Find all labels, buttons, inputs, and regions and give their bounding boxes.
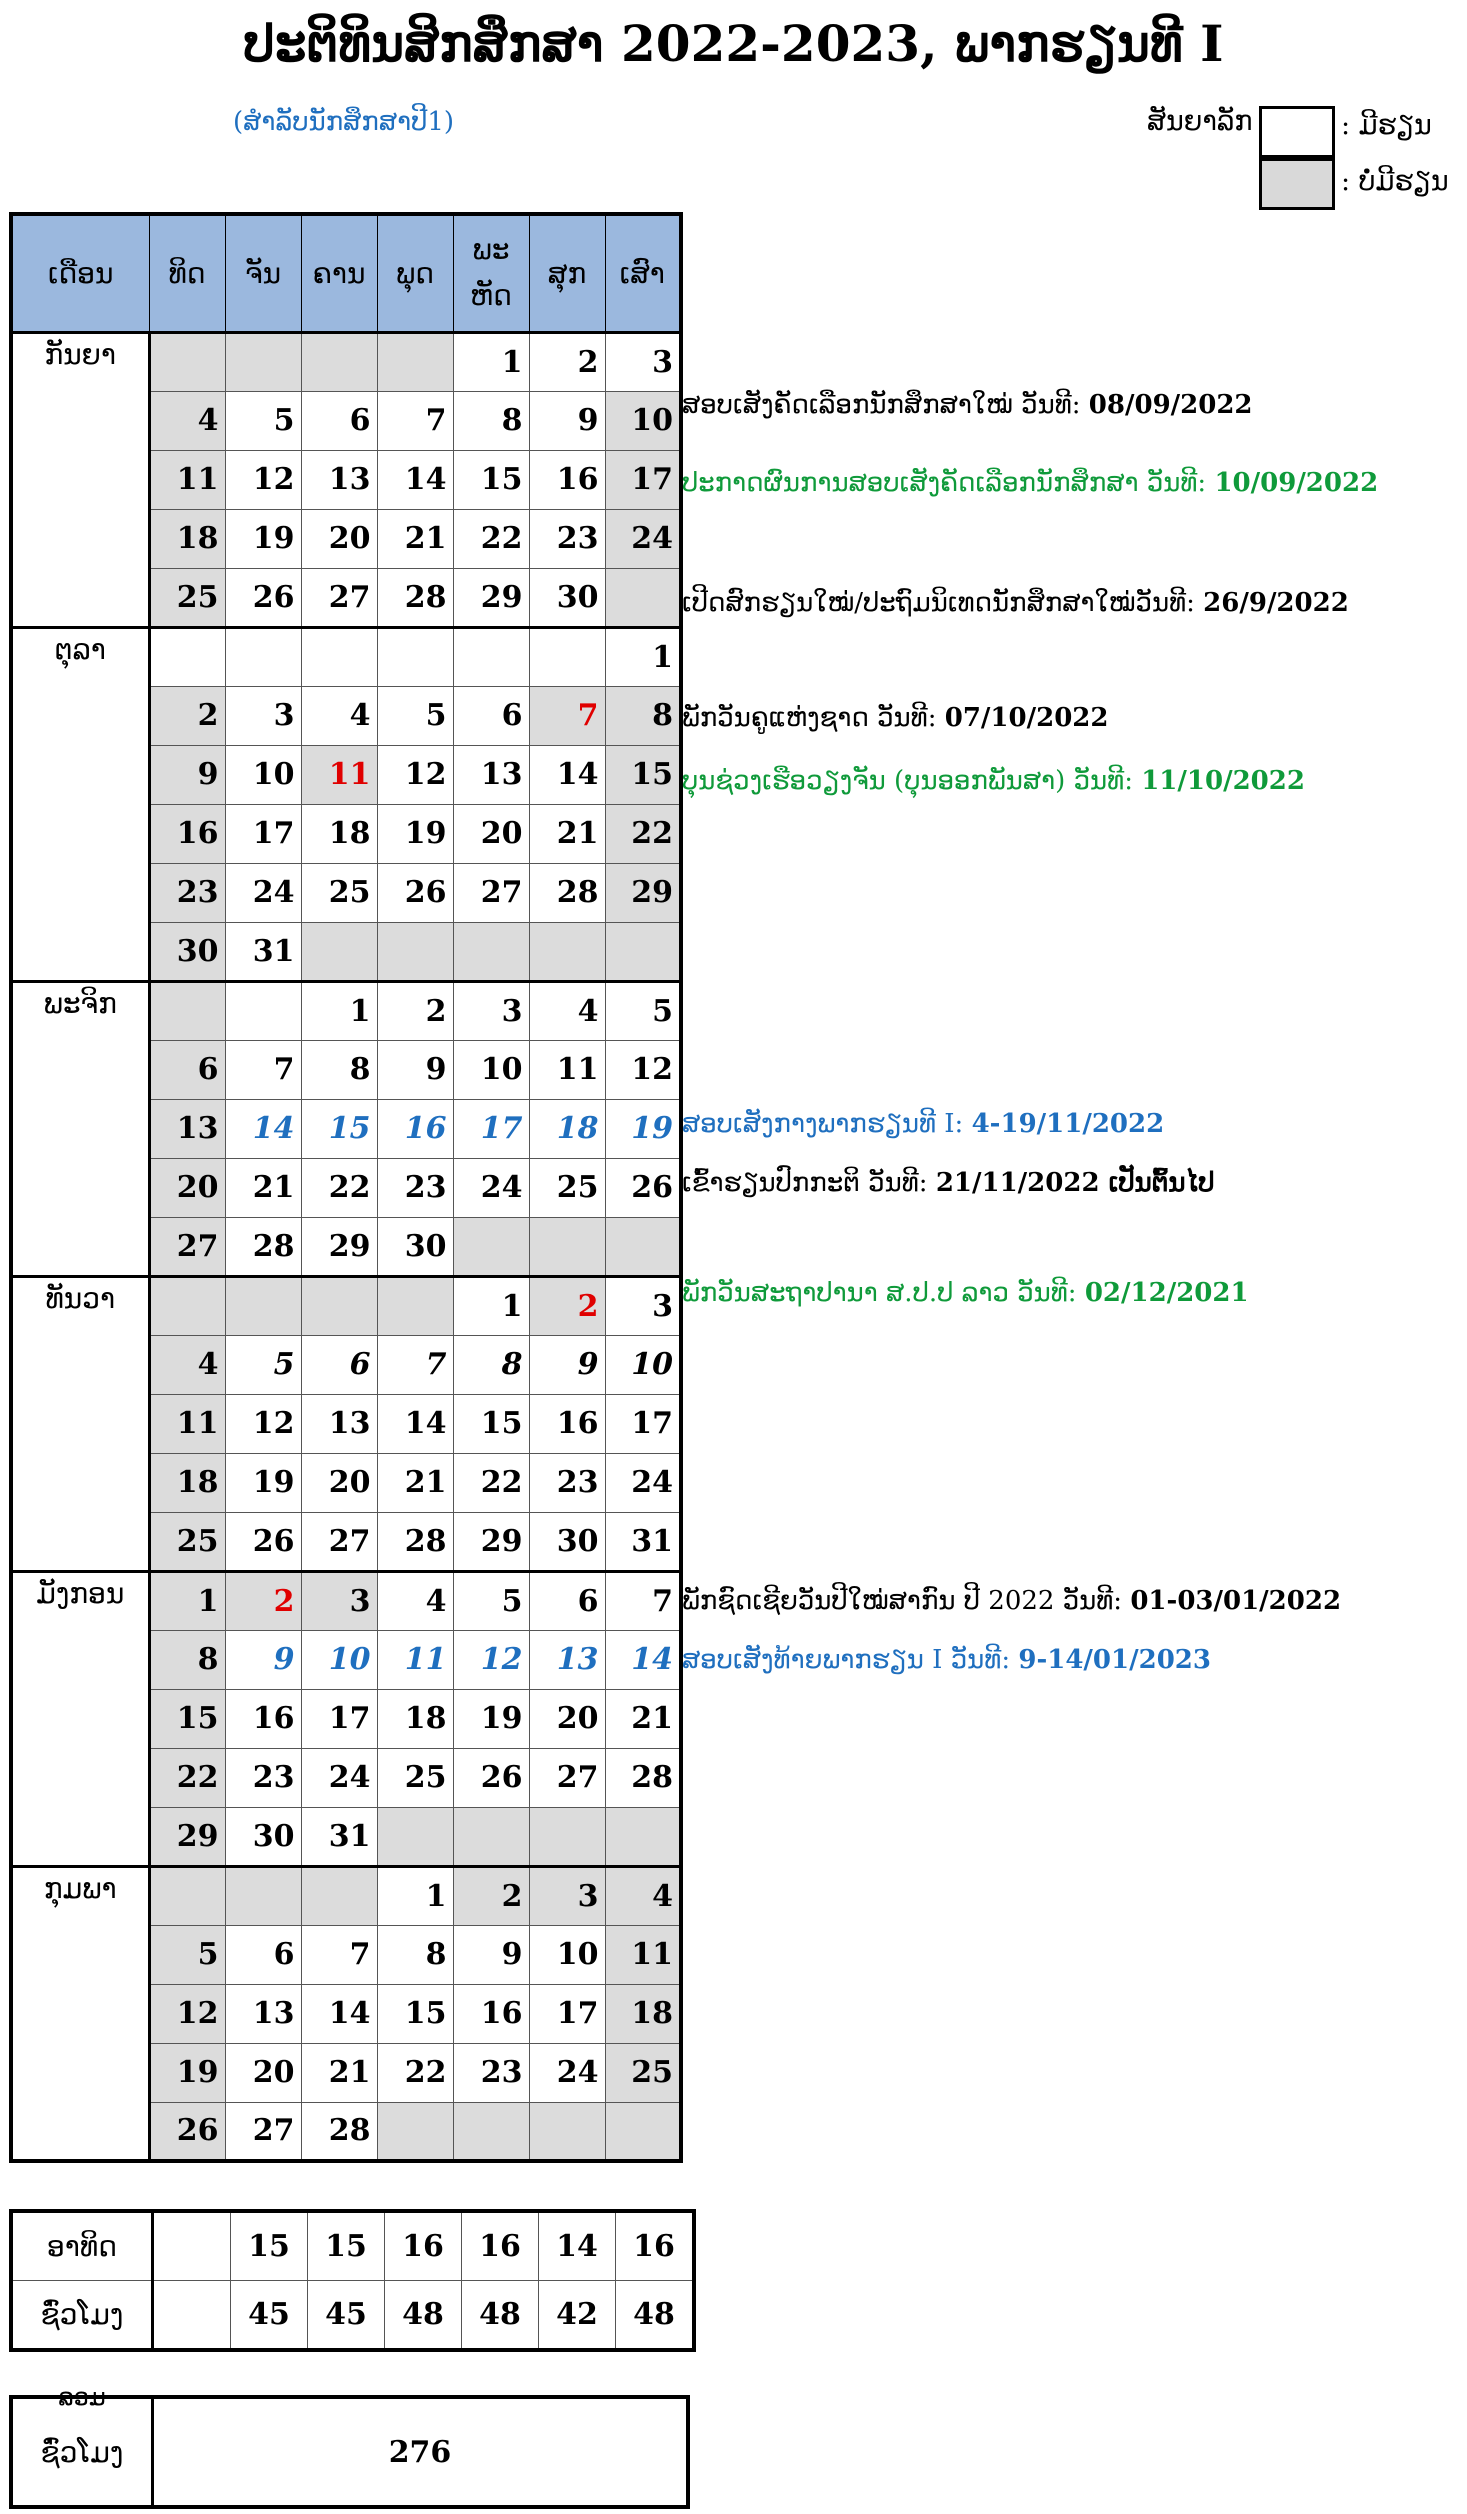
calendar-day: 9 [377, 1040, 453, 1099]
calendar-day: 8 [377, 1925, 453, 1984]
header-day: ຄານ [301, 214, 377, 332]
calendar-day: 12 [149, 1984, 225, 2043]
calendar-day: 18 [377, 1689, 453, 1748]
calendar-day: 14 [529, 745, 605, 804]
calendar-day: 1 [149, 1571, 225, 1630]
calendar-day: 3 [605, 1276, 681, 1335]
calendar-day: 17 [301, 1689, 377, 1748]
calendar-day: 10 [453, 1040, 529, 1099]
calendar-day: 9 [529, 391, 605, 450]
calendar-day: 11 [377, 1630, 453, 1689]
note-text: ສອບເສັງຄັດເລືອກນັກສຶກສາໃໝ່ ວັນທີ: [682, 390, 1089, 420]
hours-value: 45 [308, 2281, 385, 2351]
note-text: ພັກວັນຄູແຫ່ງຊາດ ວັນທີ: [682, 703, 945, 733]
month-name: ກັນຍາ [11, 332, 149, 627]
calendar-day: 14 [605, 1630, 681, 1689]
calendar-day [149, 981, 225, 1040]
calendar-day: 16 [529, 1394, 605, 1453]
calendar-day [149, 1276, 225, 1335]
calendar-day [377, 627, 453, 686]
calendar-day: 19 [605, 1099, 681, 1158]
calendar-day: 26 [377, 863, 453, 922]
calendar-day: 17 [605, 1394, 681, 1453]
calendar-day: 13 [453, 745, 529, 804]
header-day: ຈັນ [225, 214, 301, 332]
calendar-note [682, 390, 1253, 420]
calendar-day: 19 [225, 1453, 301, 1512]
calendar-day [225, 332, 301, 391]
calendar-day [377, 2102, 453, 2161]
calendar-day: 17 [225, 804, 301, 863]
weeks-value [153, 2211, 231, 2281]
hours-value: 48 [616, 2281, 695, 2351]
calendar-day: 28 [605, 1748, 681, 1807]
calendar-day: 2 [529, 332, 605, 391]
calendar-day: 16 [453, 1984, 529, 2043]
calendar-day: 5 [225, 391, 301, 450]
calendar-note [682, 1168, 1215, 1198]
calendar-day: 23 [377, 1158, 453, 1217]
calendar-day [605, 568, 681, 627]
calendar-day: 3 [529, 1866, 605, 1925]
calendar-day: 16 [529, 450, 605, 509]
calendar-day [453, 2102, 529, 2161]
calendar-day: 4 [605, 1866, 681, 1925]
hours-value: 48 [385, 2281, 462, 2351]
calendar-day: 29 [453, 568, 529, 627]
calendar-day: 12 [377, 745, 453, 804]
calendar-day: 7 [377, 391, 453, 450]
note-text: ສອບເສັງທ້າຍພາກຮຽນ I ວັນທີ: [682, 1645, 1019, 1675]
weeks-value: 16 [462, 2211, 539, 2281]
calendar-day: 28 [529, 863, 605, 922]
calendar-day: 5 [605, 981, 681, 1040]
hours-value [153, 2281, 231, 2351]
calendar-day: 24 [301, 1748, 377, 1807]
calendar-day: 26 [605, 1158, 681, 1217]
calendar-day: 14 [301, 1984, 377, 2043]
calendar-day: 4 [301, 686, 377, 745]
header-day: ພຸດ [377, 214, 453, 332]
calendar-day: 23 [149, 863, 225, 922]
calendar-day: 6 [529, 1571, 605, 1630]
calendar-day [225, 1866, 301, 1925]
calendar-day: 15 [453, 1394, 529, 1453]
calendar-day: 31 [605, 1512, 681, 1571]
note-text: ສອບເສັງກາງພາກຮຽນທີ I: [682, 1109, 972, 1139]
calendar-day: 1 [453, 332, 529, 391]
month-name: ພະຈິກ [11, 981, 149, 1276]
calendar-day: 6 [149, 1040, 225, 1099]
calendar-day: 2 [529, 1276, 605, 1335]
calendar-day [225, 627, 301, 686]
month-name: ຕຸລາ [11, 627, 149, 981]
calendar-day: 15 [453, 450, 529, 509]
calendar-day: 15 [301, 1099, 377, 1158]
calendar-day: 13 [301, 1394, 377, 1453]
calendar-day: 10 [225, 745, 301, 804]
calendar-day: 12 [605, 1040, 681, 1099]
calendar-day: 18 [529, 1099, 605, 1158]
month-name: ກຸມພາ [11, 1866, 149, 2161]
calendar-day: 1 [605, 627, 681, 686]
calendar-day [301, 332, 377, 391]
calendar-day: 18 [605, 1984, 681, 2043]
calendar-note [682, 1645, 1211, 1675]
page-subtitle: (ສຳລັບນັກສຶກສາປີ1) [233, 107, 455, 137]
calendar-day: 13 [301, 450, 377, 509]
note-date: 9-14/01/2023 [1018, 1645, 1211, 1675]
note-text: ເປີດສົກຮຽນໃໝ່/ປະຖົມນິເທດນັກສຶກສາໃໝ່ວັນທີ: [682, 588, 1204, 618]
calendar-day [453, 922, 529, 981]
weeks-value: 16 [616, 2211, 695, 2281]
calendar-day: 21 [301, 2043, 377, 2102]
summary-label-cell [11, 2383, 153, 2507]
calendar-day: 2 [225, 1571, 301, 1630]
calendar-day: 7 [529, 686, 605, 745]
calendar-day: 4 [377, 1571, 453, 1630]
calendar-day: 14 [225, 1099, 301, 1158]
calendar-day: 19 [377, 804, 453, 863]
calendar-day: 31 [301, 1807, 377, 1866]
calendar-day: 18 [301, 804, 377, 863]
calendar-day: 9 [453, 1925, 529, 1984]
calendar-day [529, 2102, 605, 2161]
hours-value: 48 [462, 2281, 539, 2351]
calendar-day: 11 [605, 1925, 681, 1984]
calendar-day: 25 [529, 1158, 605, 1217]
calendar-day: 9 [529, 1335, 605, 1394]
calendar-note [682, 1586, 1341, 1616]
calendar-note [682, 1278, 1249, 1308]
summary-value: 276 [388, 2434, 452, 2470]
calendar-day: 24 [605, 509, 681, 568]
legend-nostudy-text: : ບໍ່ມີຮຽນ [1341, 166, 1449, 197]
calendar-day: 21 [377, 1453, 453, 1512]
calendar-day: 21 [377, 509, 453, 568]
calendar-day: 11 [149, 450, 225, 509]
calendar-day [605, 922, 681, 981]
calendar-day: 17 [453, 1099, 529, 1158]
calendar-day: 23 [529, 1453, 605, 1512]
calendar-day: 26 [225, 1512, 301, 1571]
note-date: 21/11/2022 ເປັນຕົ້ນໄປ [935, 1168, 1215, 1198]
calendar-day: 20 [225, 2043, 301, 2102]
calendar-day: 30 [377, 1217, 453, 1276]
note-date: 08/09/2022 [1088, 390, 1253, 420]
weeks-value: 14 [539, 2211, 616, 2281]
calendar-day: 31 [225, 922, 301, 981]
weeks-value: 15 [231, 2211, 308, 2281]
calendar-day: 10 [605, 1335, 681, 1394]
calendar-day: 1 [301, 981, 377, 1040]
calendar-day: 16 [149, 804, 225, 863]
calendar-day: 20 [301, 509, 377, 568]
header-day: ທິດ [149, 214, 225, 332]
calendar-day: 1 [377, 1866, 453, 1925]
calendar-day: 8 [301, 1040, 377, 1099]
calendar-day: 25 [377, 1748, 453, 1807]
calendar-day: 3 [225, 686, 301, 745]
month-name: ມັງກອນ [11, 1571, 149, 1866]
calendar-day: 6 [453, 686, 529, 745]
calendar-day [225, 981, 301, 1040]
calendar-day [377, 1807, 453, 1866]
calendar-note [682, 588, 1349, 618]
calendar-day: 12 [225, 450, 301, 509]
weeks-value: 16 [385, 2211, 462, 2281]
calendar-day: 30 [529, 1512, 605, 1571]
calendar-day [301, 1866, 377, 1925]
calendar-day [301, 1276, 377, 1335]
note-date: 11/10/2022 [1141, 766, 1305, 796]
calendar-day [301, 922, 377, 981]
calendar-day: 8 [453, 1335, 529, 1394]
calendar-day: 21 [225, 1158, 301, 1217]
calendar-day [149, 1866, 225, 1925]
calendar-day: 18 [149, 509, 225, 568]
note-date: 02/12/2021 [1084, 1278, 1249, 1308]
month-name: ທັນວາ [11, 1276, 149, 1571]
calendar-day: 2 [453, 1866, 529, 1925]
note-date: 4-19/11/2022 [971, 1109, 1165, 1139]
calendar-day: 27 [301, 568, 377, 627]
note-date: 10/09/2022 [1214, 468, 1379, 498]
note-text: ປະກາດຜົນການສອບເສັງຄັດເລືອກນັກສຶກສາ ວັນທີ: [682, 468, 1215, 498]
weeks-label: ອາທິດ [11, 2211, 153, 2281]
note-date: 01-03/01/2022 [1130, 1586, 1342, 1616]
calendar-day: 19 [453, 1689, 529, 1748]
note-date: 07/10/2022 [944, 703, 1109, 733]
calendar-day: 5 [453, 1571, 529, 1630]
week-row [11, 981, 681, 1040]
calendar-day: 17 [529, 1984, 605, 2043]
calendar-day: 17 [605, 450, 681, 509]
calendar-day: 30 [149, 922, 225, 981]
calendar-day: 4 [149, 1335, 225, 1394]
calendar-day: 27 [149, 1217, 225, 1276]
calendar-day: 15 [149, 1689, 225, 1748]
calendar-day: 30 [225, 1807, 301, 1866]
calendar-day: 7 [377, 1335, 453, 1394]
calendar-day: 6 [301, 1335, 377, 1394]
calendar-day: 5 [225, 1335, 301, 1394]
calendar-day: 26 [453, 1748, 529, 1807]
calendar-day: 18 [149, 1453, 225, 1512]
summary-top-label: ລວມ [58, 2383, 106, 2411]
calendar-day: 15 [605, 745, 681, 804]
calendar-day: 25 [301, 863, 377, 922]
calendar-day: 24 [605, 1453, 681, 1512]
calendar-day: 24 [529, 2043, 605, 2102]
calendar-day: 27 [529, 1748, 605, 1807]
calendar-day: 29 [149, 1807, 225, 1866]
calendar-note [682, 703, 1108, 733]
calendar-day: 2 [377, 981, 453, 1040]
calendar-day: 27 [301, 1512, 377, 1571]
header-day: ສຸກ [529, 214, 605, 332]
calendar-day [301, 627, 377, 686]
calendar-day: 13 [529, 1630, 605, 1689]
note-text: ພັກຊົດເຊີຍວັນປີໃໝ່ສາກົນ ປີ 2022 ວັນທີ: [682, 1586, 1131, 1616]
calendar-day: 25 [149, 1512, 225, 1571]
calendar-day: 7 [301, 1925, 377, 1984]
calendar-day: 30 [529, 568, 605, 627]
calendar-day: 29 [453, 1512, 529, 1571]
calendar-day: 10 [301, 1630, 377, 1689]
calendar-day: 11 [149, 1394, 225, 1453]
calendar-day: 22 [453, 509, 529, 568]
calendar-day: 21 [605, 1689, 681, 1748]
calendar-day [605, 1217, 681, 1276]
calendar-day: 24 [453, 1158, 529, 1217]
calendar-day: 9 [149, 745, 225, 804]
week-row [11, 627, 681, 686]
calendar-day: 4 [529, 981, 605, 1040]
calendar-table [9, 212, 683, 2163]
calendar-day: 20 [301, 1453, 377, 1512]
calendar-day: 23 [529, 509, 605, 568]
calendar-day: 5 [149, 1925, 225, 1984]
calendar-day: 22 [377, 2043, 453, 2102]
legend-study-text: : ມີຮຽນ [1341, 110, 1432, 141]
note-text: ພັກວັນສະຖາປານາ ສ.ປ.ປ ລາວ ວັນທີ: [682, 1278, 1085, 1308]
calendar-day [149, 332, 225, 391]
calendar-day: 6 [225, 1925, 301, 1984]
header-day: ພະ ຫັດ [453, 214, 529, 332]
calendar-day [529, 1807, 605, 1866]
calendar-day: 1 [453, 1276, 529, 1335]
calendar-note [682, 766, 1305, 796]
calendar-day: 11 [301, 745, 377, 804]
calendar-day [225, 1276, 301, 1335]
page-title: ປະຕິທິນສິກສຶກສາ 2022-2023, ພາກຮຽນທີ I [243, 14, 1224, 73]
calendar-day: 28 [225, 1217, 301, 1276]
calendar-day: 12 [453, 1630, 529, 1689]
calendar-day: 10 [529, 1925, 605, 1984]
calendar-day: 28 [377, 1512, 453, 1571]
calendar-day: 3 [301, 1571, 377, 1630]
calendar-day: 27 [453, 863, 529, 922]
calendar-day: 8 [149, 1630, 225, 1689]
calendar-day [605, 1807, 681, 1866]
calendar-day: 12 [225, 1394, 301, 1453]
totals-table [9, 2209, 696, 2352]
calendar-day: 27 [225, 2102, 301, 2161]
weeks-value: 15 [308, 2211, 385, 2281]
hours-value: 42 [539, 2281, 616, 2351]
calendar-day: 25 [605, 2043, 681, 2102]
calendar-day: 19 [149, 2043, 225, 2102]
calendar-day: 14 [377, 1394, 453, 1453]
calendar-day: 20 [529, 1689, 605, 1748]
note-text: ເຂົ້າຮຽນປົກກະຕິ ວັນທີ: [682, 1168, 936, 1198]
calendar-day: 28 [377, 568, 453, 627]
calendar-day: 15 [377, 1984, 453, 2043]
calendar-day: 4 [149, 391, 225, 450]
calendar-day: 25 [149, 568, 225, 627]
week-row [11, 332, 681, 391]
summary-table [9, 2383, 690, 2509]
week-row [11, 1276, 681, 1335]
week-row [11, 1571, 681, 1630]
calendar-day: 3 [453, 981, 529, 1040]
week-row [11, 1866, 681, 1925]
calendar-day [529, 627, 605, 686]
calendar-day: 13 [149, 1099, 225, 1158]
calendar-day: 26 [225, 568, 301, 627]
calendar-day: 22 [301, 1158, 377, 1217]
calendar-day: 13 [225, 1984, 301, 2043]
legend-study-swatch [1259, 106, 1335, 158]
calendar-day: 10 [605, 391, 681, 450]
calendar-day: 8 [605, 686, 681, 745]
calendar-note [682, 468, 1378, 498]
calendar-day [453, 627, 529, 686]
calendar-day: 20 [453, 804, 529, 863]
calendar-day: 24 [225, 863, 301, 922]
calendar-day: 8 [453, 391, 529, 450]
calendar-day [453, 1217, 529, 1276]
calendar-day: 9 [225, 1630, 301, 1689]
calendar-day: 22 [149, 1748, 225, 1807]
calendar-day: 28 [301, 2102, 377, 2161]
calendar-day: 11 [529, 1040, 605, 1099]
calendar-day: 20 [149, 1158, 225, 1217]
calendar-day: 7 [225, 1040, 301, 1099]
calendar-day: 16 [377, 1099, 453, 1158]
calendar-day: 29 [301, 1217, 377, 1276]
calendar-day: 14 [377, 450, 453, 509]
calendar-day [377, 1276, 453, 1335]
calendar-day [529, 1217, 605, 1276]
calendar-day: 26 [149, 2102, 225, 2161]
calendar-day: 6 [301, 391, 377, 450]
calendar-day: 3 [605, 332, 681, 391]
calendar-day [453, 1807, 529, 1866]
calendar-day: 22 [453, 1453, 529, 1512]
summary-label: ຊົ່ວໂມງ [40, 2435, 124, 2469]
legend-nostudy-swatch [1259, 158, 1335, 210]
note-text: ບຸນຊ່ວງເຮືອວຽງຈັນ (ບຸນອອກພັນສາ) ວັນທີ: [682, 766, 1142, 796]
header-day: ເສົາ [605, 214, 681, 332]
calendar-day: 19 [225, 509, 301, 568]
calendar-day [149, 627, 225, 686]
calendar-day: 2 [149, 686, 225, 745]
calendar-day [377, 922, 453, 981]
calendar-day: 16 [225, 1689, 301, 1748]
hours-value: 45 [231, 2281, 308, 2351]
calendar-day: 23 [225, 1748, 301, 1807]
header-month: ເດືອນ [11, 214, 149, 332]
calendar-day: 29 [605, 863, 681, 922]
note-date: 26/9/2022 [1203, 588, 1349, 618]
calendar-day [529, 922, 605, 981]
legend-label: ສັນຍາລັກ [1147, 106, 1253, 137]
calendar-day: 21 [529, 804, 605, 863]
calendar-day: 5 [377, 686, 453, 745]
calendar-day: 23 [453, 2043, 529, 2102]
calendar-day: 22 [605, 804, 681, 863]
hours-label: ຊົ່ວໂມງ [11, 2281, 153, 2351]
calendar-day [605, 2102, 681, 2161]
calendar-day [377, 332, 453, 391]
calendar-day: 7 [605, 1571, 681, 1630]
calendar-note [682, 1109, 1164, 1139]
